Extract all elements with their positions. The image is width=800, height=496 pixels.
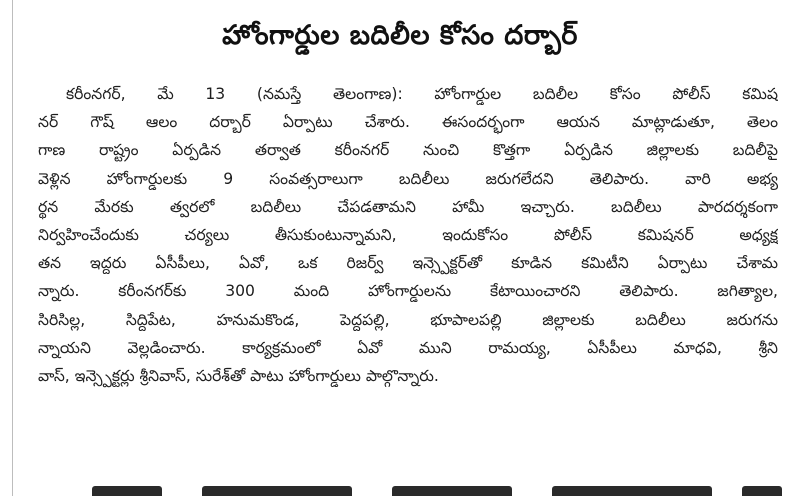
- article-line: నిర్వహించేందుకు చర్యలు తీసుకుంటున్నామని, ఇందుకోసం పోలీస్ కమిషనర్ అధ్యక్ష: [38, 225, 778, 244]
- article-line: గాణ రాష్ట్రం ఏర్పడిన తర్వాత కరీంనగర్ నుంచి కొత్తగా ఏర్పడిన జిల్లాలకు బదిలీపై: [38, 141, 778, 160]
- article-line: వాస్, ఇన్స్పెక్టర్లు శ్రీనివాస్, సురేశ్‌తో పాటు హోంగార్డులు పాల్గొన్నారు.: [38, 366, 439, 385]
- article-line: ర్థన మేరకు త్వరలో బదిలీలు చేపడతామని హామీ ఇచ్చారు. బదిలీలు పారదర్శకంగా: [38, 197, 778, 216]
- article-line: నర్ గౌష్ ఆలం దర్బార్ ఏర్పాటు చేశారు. ఈసందర్భంగా ఆయన మాట్లాడుతూ, తెలం: [38, 113, 778, 132]
- article-line: న్నాయని వెల్లడించారు. కార్యక్రమంలో ఏవో ముని రామయ్య, ఏసీపీలు మాధవి, శ్రీని: [38, 338, 778, 357]
- article-body: [38, 80, 778, 390]
- cropped-next-line: [92, 478, 782, 496]
- column-divider: [12, 0, 13, 496]
- article-line: న్నారు. కరీంనగర్‌కు 300 మంది హోంగార్డులను కేటాయించారని తెలిపారు. జగిత్యాల,: [38, 282, 778, 301]
- article-headline: హోంగార్డుల బదిలీల కోసం దర్బార్: [222, 20, 578, 51]
- article-line: కరీంనగర్, మే 13 (నమస్తే తెలంగాణ): హోంగార్డుల బదిలీల కోసం పోలీస్ కమిష: [66, 85, 778, 103]
- cropped-glyph-block: [552, 486, 712, 496]
- cropped-glyph-block: [92, 486, 162, 496]
- article-line: వెళ్లిన హోంగార్డులకు 9 సంవత్సరాలుగా బదిలీలు జరుగలేదని తెలిపారు. వారి అభ్య: [38, 169, 778, 188]
- article-line: తన ఇద్దరు ఏసీపీలు, ఏవో, ఒక రిజర్వ్ ఇన్స్పెక్టర్‌తో కూడిన కమిటీని ఏర్పాటు చేశామ: [38, 254, 778, 273]
- cropped-glyph-block: [392, 486, 512, 496]
- cropped-glyph-block: [742, 486, 782, 496]
- article-line: సిరిసిల్ల, సిద్దిపేట, హనుమకొండ, పెద్దపల్లి, భూపాలపల్లి జిల్లాలకు బదిలీలు జరుగను: [38, 310, 778, 329]
- cropped-glyph-block: [202, 486, 352, 496]
